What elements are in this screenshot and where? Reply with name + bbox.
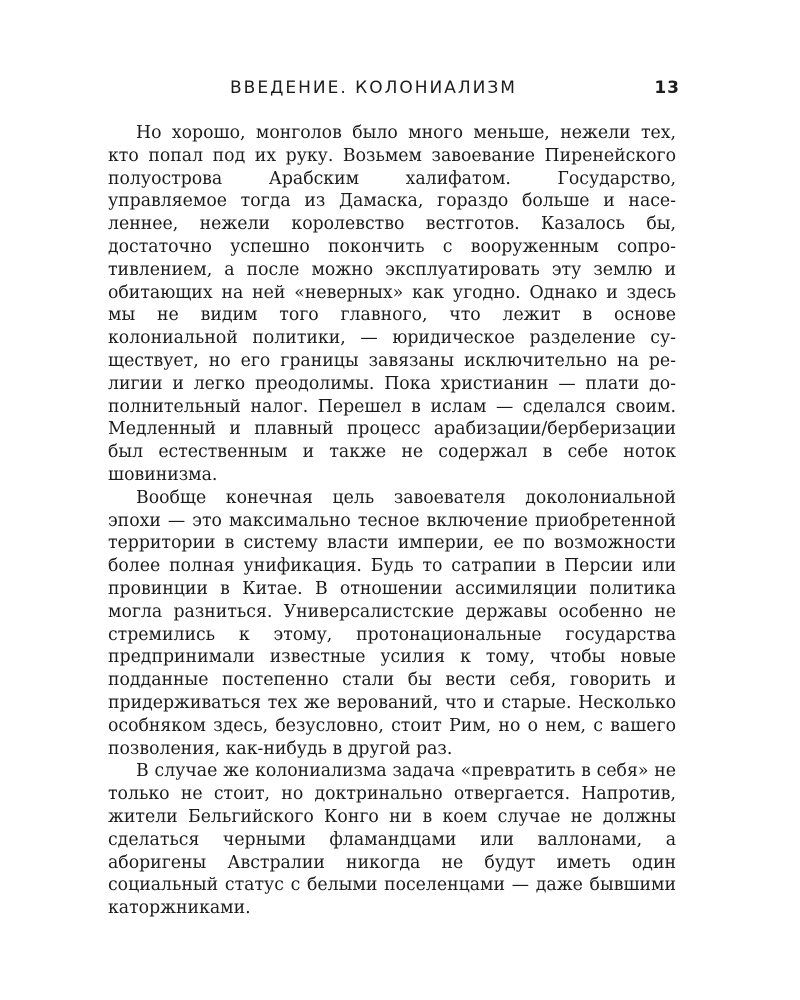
chapter-title: ВВЕДЕНИЕ. КОЛОНИАЛИЗМ: [230, 78, 517, 98]
running-header: [230, 78, 680, 102]
body-text: [108, 122, 676, 920]
paragraph-3: В случае же колониализма задача «превратить в себя» не только не стоит, но доктринально отвергается. Напротив, жители Бельгийского Конго ни в коем случае не должны сделаться черными фламандцами или валлонами, а аборигены Австралии никогда не будут иметь один социальный статус с белыми поселенцами — даже бывшими каторжниками.: [108, 761, 676, 919]
paragraph-1: Но хорошо, монголов было много меньше, нежели тех, кто попал под их руку. Возьмем завоевание Пиренейского полуострова Арабским халифатом. Государство, управляемое тогда из Дамаска, гораздо больше и населеннее, нежели королевство вестготов. Казалось бы, достаточно успешно покончить с вооруженным сопротивлением, а после можно эксплуатировать эту землю и обитающих на ней «неверных» как угодно. Однако и здесь мы не видим того главного, что лежит в основе колониальной политики, — юридическое разделение существует, но его границы завязаны исключительно на религии и легко преодолимы. Пока христианин — плати дополнительный налог. Перешел в ислам — сделался своим. Медленный и плавный процесс арабизации/берберизации был естественным и также не содержал в себе ноток шовинизма.: [108, 123, 676, 485]
paragraph-2: Вообще конечная цель завоевателя доколониальной эпохи — это максимально тесное включение приобретенной территории в систему власти империи, ее по возможности более полная унификация. Будь то сатрапии в Персии или провинции в Китае. В отношении ассимиляции политика могла разниться. Универсалистские державы особенно не стремились к этому, протонациональные государства предпринимали известные усилия к тому, чтобы новые подданные постепенно стали бы вести себя, говорить и придерживаться тех же верований, что и старые. Несколько особняком здесь, безусловно, стоит Рим, но о нем, с вашего позволения, как-нибудь в другой раз.: [108, 487, 676, 759]
page-number: 13: [654, 78, 680, 98]
